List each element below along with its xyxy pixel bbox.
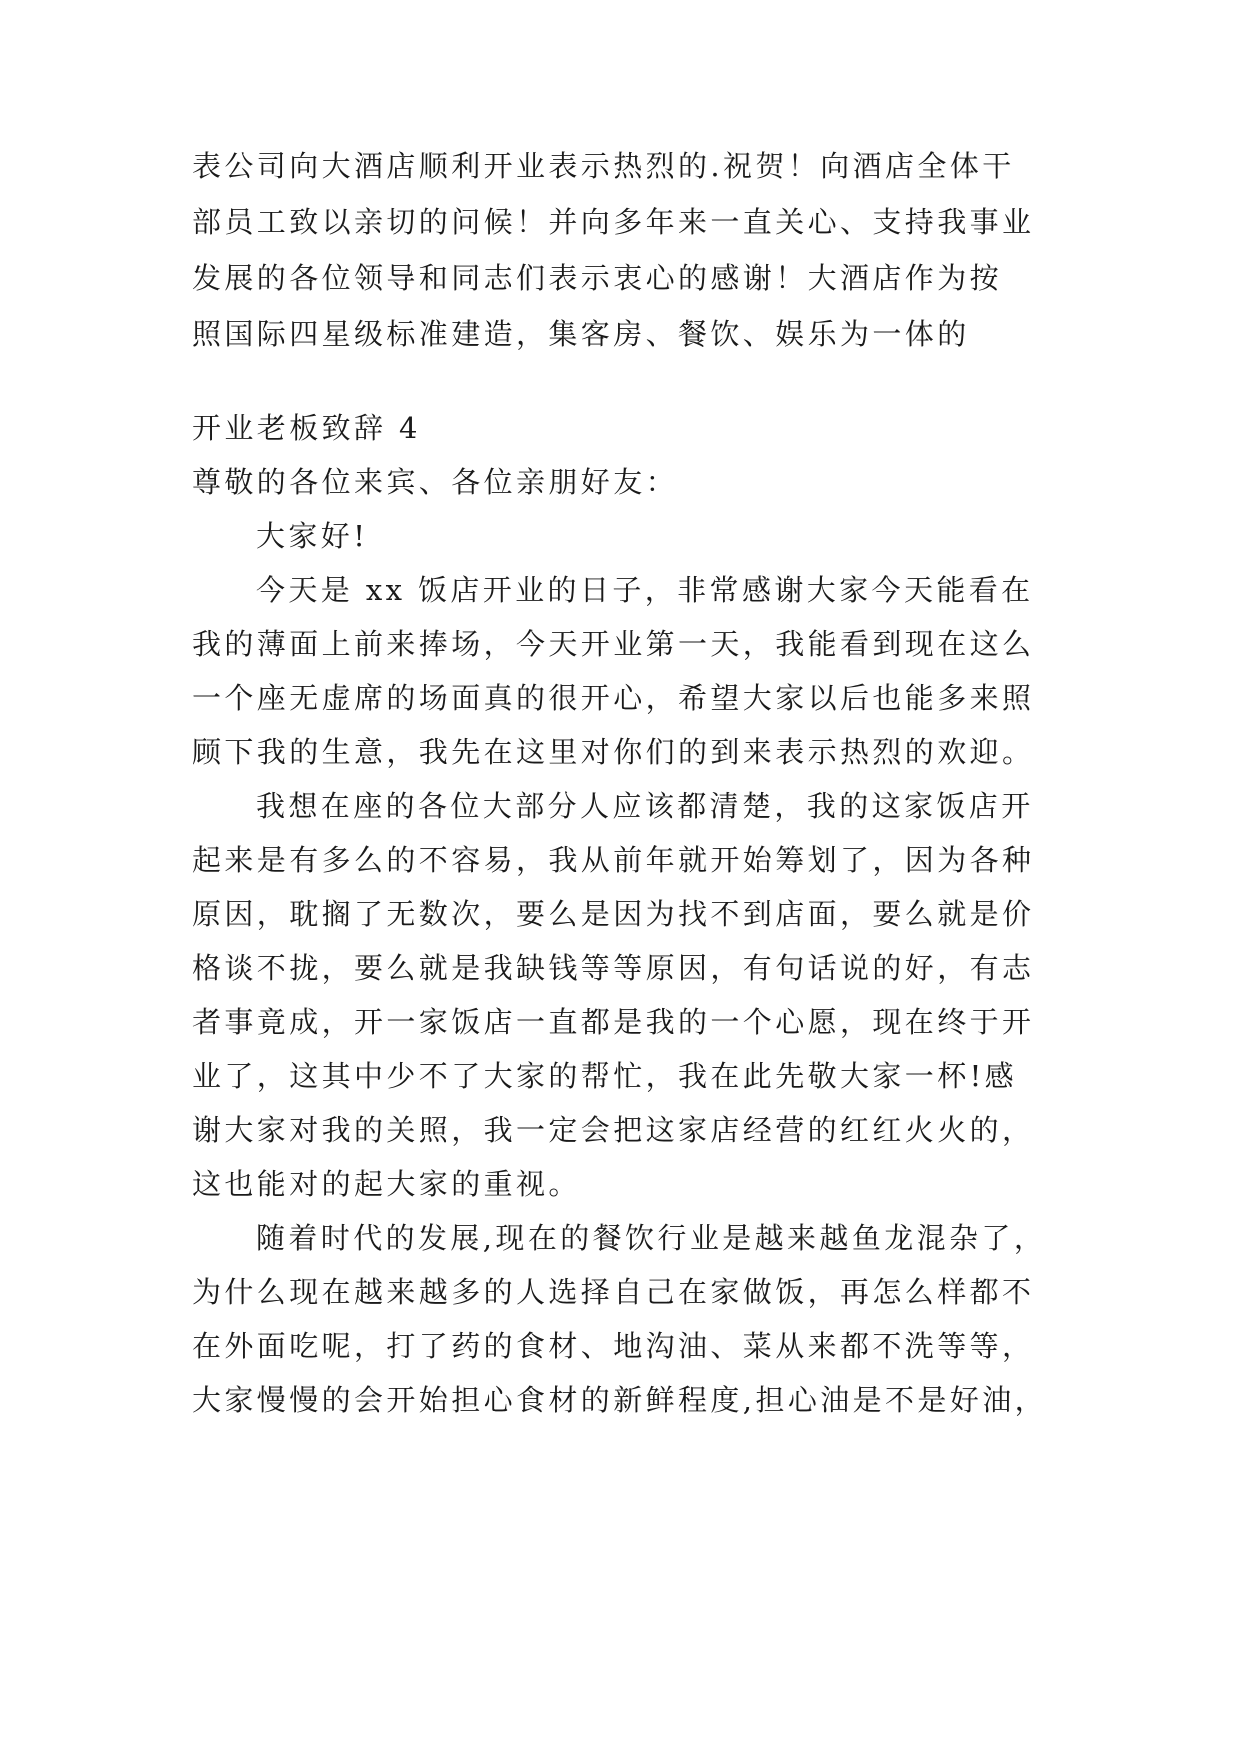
paragraph-2-line-4: 格谈不拢，要么就是我缺钱等等原因，有句话说的好，有志 <box>192 951 1035 985</box>
paragraph-1-line-1: 今天是 xx 饭店开业的日子，非常感谢大家今天能看在 <box>256 573 1034 607</box>
top-paragraph-line-3: 发展的各位领导和同志们表示衷心的感谢！大酒店作为按 <box>192 261 1003 295</box>
paragraph-2-line-6: 业了，这其中少不了大家的帮忙，我在此先敬大家一杯!感 <box>192 1059 1018 1093</box>
top-paragraph-line-1: 表公司向大酒店顺利开业表示热烈的.祝贺！向酒店全体干 <box>192 149 1015 183</box>
paragraph-2-line-3: 原因，耽搁了无数次，要么是因为找不到店面，要么就是价 <box>192 897 1035 931</box>
paragraph-2-line-7: 谢大家对我的关照，我一定会把这家店经营的红红火火的， <box>192 1113 1035 1147</box>
top-paragraph-line-4: 照国际四星级标准建造，集客房、餐饮、娱乐为一体的 <box>192 317 970 351</box>
greeting: 大家好! <box>256 519 369 553</box>
salutation: 尊敬的各位来宾、各位亲朋好友： <box>192 465 679 499</box>
paragraph-2-line-8: 这也能对的起大家的重视。 <box>192 1167 581 1201</box>
paragraph-1-line-4: 顾下我的生意，我先在这里对你们的到来表示热烈的欢迎。 <box>192 735 1035 769</box>
paragraph-3-line-2: 为什么现在越来越多的人选择自己在家做饭，再怎么样都不 <box>192 1275 1035 1309</box>
paragraph-2-line-2: 起来是有多么的不容易，我从前年就开始筹划了，因为各种 <box>192 843 1035 877</box>
paragraph-1-line-3: 一个座无虚席的场面真的很开心，希望大家以后也能多来照 <box>192 681 1035 715</box>
section-title: 开业老板致辞 4 <box>192 411 421 445</box>
paragraph-3-line-1: 随着时代的发展,现在的餐饮行业是越来越鱼龙混杂了， <box>256 1221 1047 1255</box>
top-paragraph-line-2: 部员工致以亲切的问候！并向多年来一直关心、支持我事业 <box>192 205 1035 239</box>
paragraph-3-line-4: 大家慢慢的会开始担心食材的新鲜程度,担心油是不是好油， <box>192 1383 1048 1417</box>
paragraph-3-line-3: 在外面吃呢，打了药的食材、地沟油、菜从来都不洗等等， <box>192 1329 1035 1363</box>
paragraph-1-line-2: 我的薄面上前来捧场，今天开业第一天，我能看到现在这么 <box>192 627 1035 661</box>
paragraph-2-line-1: 我想在座的各位大部分人应该都清楚，我的这家饭店开 <box>256 789 1034 823</box>
paragraph-2-line-5: 者事竟成，开一家饭店一直都是我的一个心愿，现在终于开 <box>192 1005 1035 1039</box>
